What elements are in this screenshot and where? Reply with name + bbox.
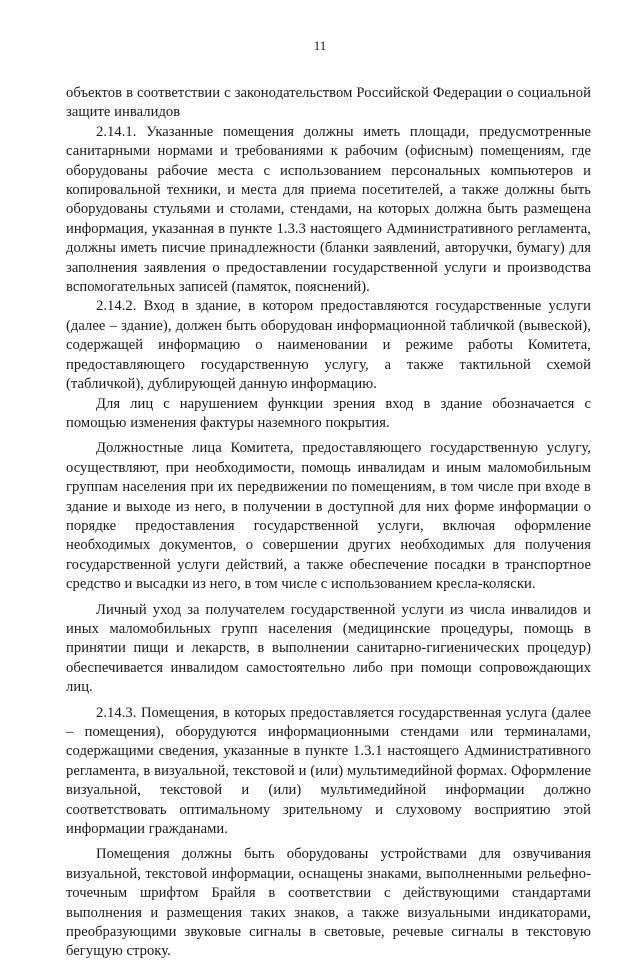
paragraph-vision: Для лиц с нарушением функции зрения вход в здание обозначается с помощью изменения фактуры наземного покрытия. (66, 395, 591, 431)
document-body (66, 84, 591, 962)
paragraph-2-14-3: 2.14.3. Помещения, в которых предоставляется государственная услуга (далее – помещения), оборудуются информационными стендами или терминалами, содержащими сведения, указанные в пункте 1.3.1 настоящего Административного регламента, в визуальной, текстовой и (или) мультимедийной формах. Оформление визуальной, текстовой и (или) мультимедийной информации должно соответствовать оптимальному зрительному и слуховому восприятию этой информации гражданами. (66, 704, 591, 838)
paragraph-continuation: объектов в соответствии с законодательством Российской Федерации о социальной защите инвалидов (66, 85, 591, 121)
paragraph-devices: Помещения должны быть оборудованы устройствами для озвучивания визуальной, текстовой информации, оснащены знаками, выполненными рельефно-точечным шрифтом Брайля в соответствии с действующими стандартами выполнения и размещения таких знаков, а также визуальными индикаторами, преобразующими звуковые сигналы в световые, речевые сигналы в текстовую бегущую строку. (66, 846, 591, 960)
paragraph-officials: Должностные лица Комитета, предоставляющего государственную услугу, осуществляют, при необходимости, помощь инвалидам и иным маломобильным группам населения при их передвижении по помещениям, в том числе при входе в здание и выходе из него, в получении в доступной для них форме информации о порядке предоставления государственной услуги, включая оформление необходимых документов, о совершении других необходимых для получения государственной услуги действий, а также обеспечение посадки в транспортное средство и высадки из него, в том числе с использованием кресла-коляски. (66, 440, 591, 593)
paragraph-2-14-2: 2.14.2. Вход в здание, в котором предоставляются государственные услуги (далее – здание), должен быть оборудован информационной табличкой (вывеской), содержащей информацию о наименовании и режиме работы Комитета, предоставляющего государственную услугу, а также тактильной схемой (табличкой), дублирующей данную информацию. (66, 298, 591, 393)
page-number: 11 (313, 38, 327, 53)
paragraph-care: Личный уход за получателем государственной услуги из числа инвалидов и иных маломобильных групп населения (медицинские процедуры, помощь в принятии пищи и лекарств, в выполнении санитарно-гигиенических процедур) обеспечивается инвалидом самостоятельно либо при помощи сопровождающих лиц. (66, 601, 591, 696)
paragraph-2-14-1: 2.14.1. Указанные помещения должны иметь площади, предусмотренные санитарными нормами и требованиями к рабочим (офисным) помещениям, где оборудованы рабочие места с использованием персональных компьютеров и копировальной техники, и места для приема посетителей, а также должны быть оборудованы стульями и столами, стендами, на которых должна быть размещена информация, указанная в пункте 1.3.3 настоящего Административного регламента, должны иметь писчие принадлежности (бланки заявлений, авторучки, бумагу) для заполнения заявления о предоставлении государственной услуги и производства вспомогательных записей (памяток, пояснений). (66, 123, 591, 296)
